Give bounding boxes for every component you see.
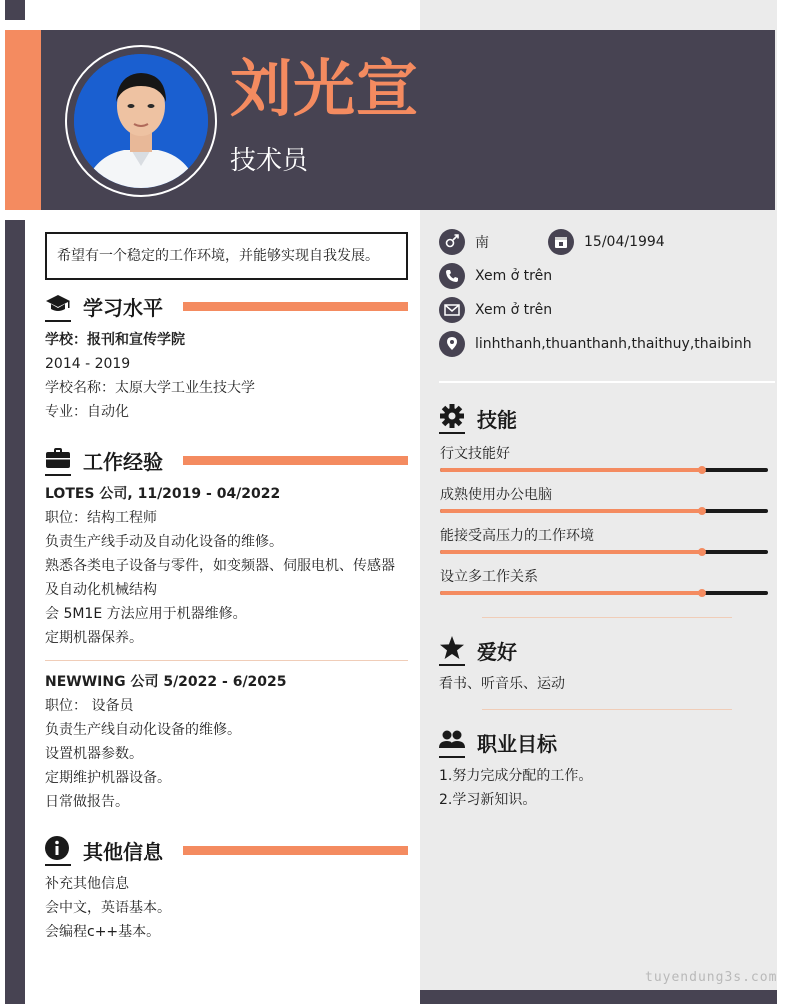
skill-label: 成熟使用办公电脑	[440, 487, 552, 503]
left-bar-top	[5, 0, 25, 20]
address-value: linhthanh,thuanthanh,thaithuy,thaibinh	[475, 336, 752, 352]
other-info-heading	[45, 836, 408, 868]
briefcase-icon	[45, 446, 71, 470]
avatar	[74, 54, 208, 188]
skills-heading	[439, 404, 769, 436]
other-info-line: 补充其他信息	[45, 876, 129, 892]
gender-value: 南	[475, 235, 489, 251]
job-2-line: 负责生产线自动化设备的维修。	[45, 722, 241, 738]
hobbies-heading	[439, 636, 769, 668]
skill-bar-fill	[440, 468, 702, 472]
job-1-line: 及自动化机械结构	[45, 582, 157, 598]
left-side-bar	[5, 220, 25, 1004]
avatar-ring	[65, 45, 217, 197]
goals-title: 职业目标	[477, 732, 557, 756]
gear-icon	[439, 404, 465, 428]
watermark: tuyendung3s.com	[645, 970, 778, 985]
section-accent-bar	[183, 846, 408, 855]
hobbies-title: 爱好	[477, 640, 517, 664]
phone-icon	[439, 263, 465, 289]
skills-divider	[482, 617, 732, 618]
job-1-line: 熟悉各类电子设备与零件，如变频器、伺服电机、传感器	[45, 558, 395, 574]
skill-label: 能接受高压力的工作环境	[440, 528, 594, 544]
header-banner	[5, 30, 775, 210]
section-underline	[45, 474, 71, 476]
skill-bar	[440, 591, 768, 595]
job-2-line: 日常做报告。	[45, 794, 129, 810]
other-info-line: 会编程c++基本。	[45, 924, 161, 940]
users-icon	[439, 728, 465, 752]
skill-bar-fill	[440, 591, 702, 595]
education-heading	[45, 292, 408, 324]
experience-title: 工作经验	[83, 450, 163, 474]
goals-heading	[439, 728, 769, 760]
other-info-details	[45, 872, 408, 944]
job-2-line: 设置机器参数。	[45, 746, 143, 762]
skill-bar-fill	[440, 550, 702, 554]
goals-list	[439, 764, 769, 812]
birthdate-value: 15/04/1994	[584, 234, 665, 250]
section-underline	[439, 664, 465, 666]
education-details	[45, 328, 408, 424]
graduation-cap-icon	[45, 292, 71, 316]
job-2-company: NEWWING 公司 5/2022 - 6/2025	[45, 674, 287, 690]
candidate-name: 刘光宣	[230, 52, 420, 125]
job-entry-2	[45, 670, 408, 814]
candidate-role: 技术员	[230, 146, 309, 176]
section-underline	[439, 756, 465, 758]
calendar-icon	[548, 229, 574, 255]
skills-title: 技能	[477, 408, 517, 432]
section-underline	[45, 864, 71, 866]
experience-heading	[45, 446, 408, 478]
hobbies-text: 看书、听音乐、运动	[439, 676, 565, 692]
goal-item: 2.学习新知识。	[439, 792, 537, 808]
job-entry-1	[45, 482, 415, 650]
hobbies-divider	[482, 709, 732, 710]
study-years: 2014 - 2019	[45, 356, 131, 372]
job-2-line: 职位： 设备员	[45, 698, 134, 714]
job-1-line: 负责生产线手动及自动化设备的维修。	[45, 534, 283, 550]
goal-item: 1.努力完成分配的工作。	[439, 768, 593, 784]
header-accent-strip	[5, 30, 41, 210]
map-pin-icon	[439, 331, 465, 357]
gender-icon	[439, 229, 465, 255]
skill-bar-fill	[440, 509, 702, 513]
job-1-line: 定期机器保养。	[45, 630, 143, 646]
skill-bar	[440, 550, 768, 554]
phone-value: Xem ở trên	[475, 268, 553, 284]
other-info-line: 会中文，英语基本。	[45, 900, 171, 916]
skill-bar	[440, 509, 768, 513]
job-1-line: 会 5M1E 方法应用于机器维修。	[45, 606, 247, 622]
section-accent-bar	[183, 456, 408, 465]
info-icon	[45, 836, 71, 860]
skill-label: 行文技能好	[440, 446, 510, 462]
skill-bar	[440, 468, 768, 472]
envelope-icon	[439, 297, 465, 323]
contact-divider	[439, 381, 775, 383]
address-row	[439, 331, 752, 357]
school-line: 学校：报刊和宣传学院	[45, 332, 185, 348]
phone-row	[439, 263, 552, 289]
education-title: 学习水平	[83, 296, 163, 320]
job-divider	[45, 660, 408, 661]
avatar-portrait-icon	[74, 54, 208, 188]
email-value: Xem ở trên	[475, 302, 553, 318]
career-objective-box: 希望有一个稳定的工作环境，并能够实现自我发展。	[45, 232, 408, 280]
school-name: 学校名称：太原大学工业生技大学	[45, 380, 255, 396]
job-1-company: LOTES 公司, 11/2019 - 04/2022	[45, 486, 281, 502]
bottom-bar	[420, 990, 777, 1004]
section-underline	[45, 320, 71, 322]
job-2-line: 定期维护机器设备。	[45, 770, 171, 786]
gender-row	[439, 229, 489, 255]
job-1-line: 职位：结构工程师	[45, 510, 157, 526]
birthdate-row	[548, 229, 665, 255]
skill-label: 设立多工作关系	[440, 569, 538, 585]
star-icon	[439, 636, 465, 660]
email-row	[439, 297, 552, 323]
major: 专业：自动化	[45, 404, 129, 420]
section-underline	[439, 432, 465, 434]
section-accent-bar	[183, 302, 408, 311]
other-info-title: 其他信息	[83, 840, 163, 864]
